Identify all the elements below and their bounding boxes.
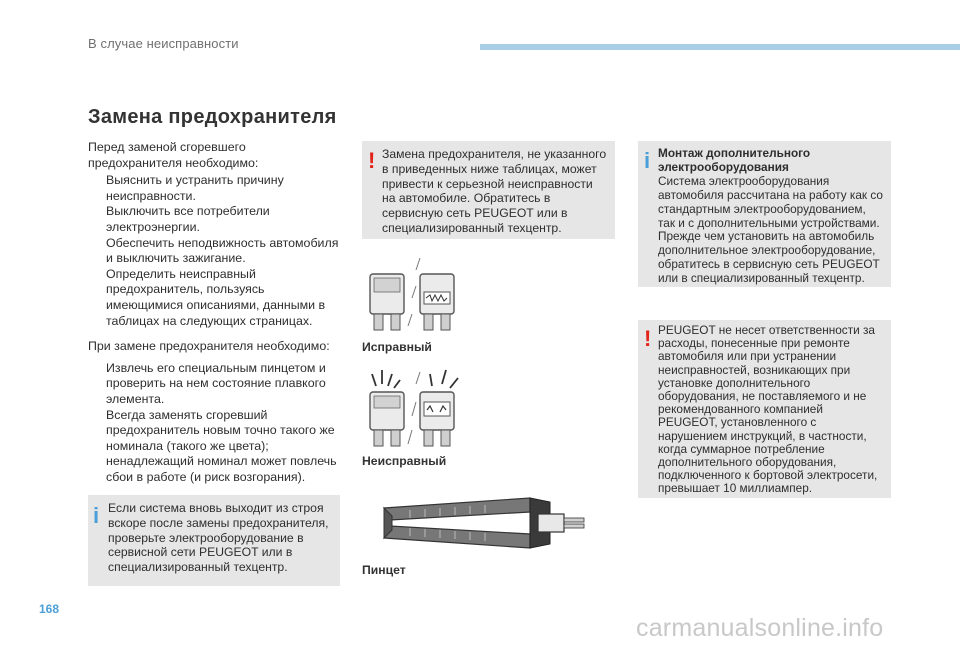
blown-fuse-label: Неисправный [362, 454, 447, 468]
good-fuse-label: Исправный [362, 340, 432, 354]
good-fuse-illustration [360, 252, 480, 336]
info-icon: i [644, 148, 651, 173]
spark-right-icon [430, 370, 458, 388]
info-icon: i [93, 503, 100, 528]
fuse-body-left [370, 392, 404, 446]
blown-fuse-illustration [360, 366, 480, 450]
spark-left-icon [372, 370, 400, 388]
watermark: carmanualsonline.info [636, 614, 884, 642]
fuse-body-left [370, 274, 404, 330]
fuse-pliers-illustration [380, 490, 590, 556]
page-title: Замена предохранителя [88, 106, 337, 128]
intro-steps [88, 173, 343, 329]
fuse-body-right [420, 392, 454, 446]
info-text: Если система вновь выходит из строя вскоре после замены предохранителя, проверьте электрооборудование в сервисной сети PEUGEOT или в специализированный техцентр. [108, 501, 329, 575]
replace-lead: При замене предохранителя необходимо: [88, 339, 330, 354]
info-box-repeat-failure [88, 495, 340, 586]
warning-icon: ! [368, 148, 376, 173]
info-box-accessories [638, 141, 891, 287]
list-item: Всегда заменять сгоревший предохранитель новым точно такого же номинала (такого же цвета); ненадлежащий номинал может повлечь сбои в работе (и риск возгорания). [106, 407, 337, 484]
header-bar [480, 44, 960, 50]
section-title: В случае неисправности [88, 36, 239, 51]
warning-text: PEUGEOT не несет ответственности за расходы, понесенные при ремонте автомобиля или при устранении неисправностей, возникающих при установке дополнительного оборудования, не поставляемого и не рекомендованного компанией PEUGEOT, установленного с нарушением инструкций, в частности, когда суммарное потребление дополнительного оборудования, подключенного к бортовой электросети, превышает 10 миллиампер. [658, 323, 878, 496]
fuse-body-right [420, 274, 454, 330]
intro-column [88, 140, 343, 491]
page-number: 168 [39, 602, 60, 616]
warning-box-liability [638, 320, 891, 498]
pliers-label: Пинцет [362, 563, 406, 577]
list-item: Выяснить и устранить причину неисправности. [106, 173, 284, 203]
list-item: Выключить все потребители электроэнергии. [106, 204, 270, 234]
list-item: Обеспечить неподвижность автомобиля и выключить зажигание. [106, 235, 339, 266]
warning-box-unlisted-fuse [362, 141, 615, 239]
info-text: Система электрооборудования автомобиля рассчитана на работу как со стандартным электрооборудованием, так и с дополнительными устройствами. Прежде чем установить на автомобиль дополнительное электрооборудование, обратитесь в сервисную сеть PEUGEOT или в специализированный техцентр. [658, 173, 883, 286]
info-box-title: Монтаж дополнительного электрооборудования [658, 146, 811, 174]
warning-text: Замена предохранителя, не указанного в приведенных ниже таблицах, может привести к серьезной неисправности на автомобиле. Обратитесь в сервисную сеть PEUGEOT или в специализированный техцентр. [382, 147, 607, 235]
intro-lead: Перед заменой сгоревшего предохранителя необходимо: [88, 140, 259, 170]
list-item: Определить неисправный предохранитель, пользуясь имеющимися описаниями, данными в таблицах на следующих страницах. [106, 266, 326, 328]
list-item: Извлечь его специальным пинцетом и проверить на нем состояние плавкого элемента. [106, 360, 326, 406]
warning-icon: ! [644, 326, 652, 351]
replace-steps [88, 361, 343, 486]
